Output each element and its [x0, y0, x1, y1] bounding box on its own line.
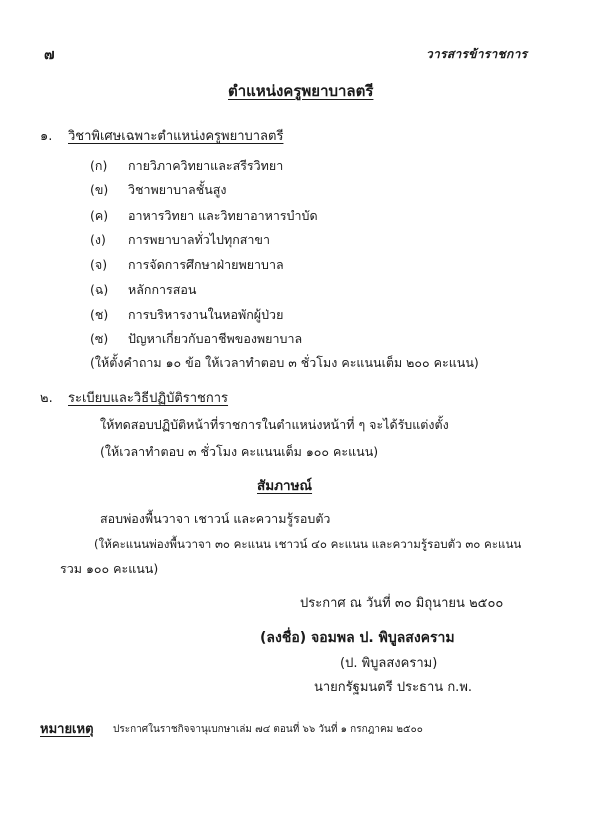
list-item-label: (ซ)	[90, 331, 109, 346]
list-item-text: การจัดการศึกษาฝ่ายพยาบาล	[128, 257, 284, 272]
list-item-label: (ข)	[90, 182, 109, 197]
list-item	[90, 333, 302, 346]
remark-label: หมายเหตุ	[40, 722, 94, 737]
list-item-text: การพยาบาลทั่วไปทุกสาขา	[128, 232, 270, 247]
section1-number: ๑.	[40, 129, 53, 144]
interview-line2: (ให้คะแนนพ่องพื้นวาจา ๓๐ คะแนน เชาวน์ ๔๐ คะแนน และความรู้รอบตัว ๓๐ คะแนน	[94, 537, 522, 551]
list-item	[90, 234, 270, 247]
signer-name: (ป. พิบูลสงคราม)	[340, 656, 438, 671]
list-item-text: ปัญหาเกี่ยวกับอาชีพของพยาบาล	[128, 331, 303, 346]
list-item	[90, 160, 283, 173]
section2-number: ๒.	[40, 391, 53, 406]
section2-heading: ระเบียบและวิธีปฏิบัติราชการ	[68, 391, 229, 406]
list-item-label: (ก)	[90, 158, 108, 173]
section1-heading: วิชาพิเศษเฉพาะตำแหน่งครูพยาบาลตรี	[68, 129, 284, 144]
list-item-label: (ค)	[90, 208, 109, 223]
interview-line1: สอบพ่องพื้นวาจา เชาวน์ และความรู้รอบตัว	[100, 511, 331, 526]
list-item-label: (จ)	[90, 257, 108, 272]
remark-text: ประกาศในราชกิจจานุเบกษาเล่ม ๗๔ ตอนที่ ๖๖ วันที่ ๑ กรกฎาคม ๒๕๐๐	[113, 724, 423, 735]
signed-by: (ลงชื่อ) จอมพล ป. พิบูลสงคราม	[260, 630, 455, 646]
section2-line1: ให้ทดสอบปฏิบัติหน้าที่ราชการในตำแหน่งหน้าที่ ๆ จะได้รับแต่งตั้ง	[100, 417, 449, 432]
announcement-date: ประกาศ ณ วันที่ ๓๐ มิถุนายน ๒๕๐๐	[300, 596, 504, 611]
list-item	[90, 309, 283, 322]
list-item-label: (ง)	[90, 232, 106, 247]
signer-position: นายกรัฐมนตรี ประธาน ก.พ.	[314, 680, 473, 695]
interview-line3: รวม ๑๐๐ คะแนน)	[60, 561, 159, 576]
list-item-text: การบริหารงานในหอพักผู้ป่วย	[128, 307, 284, 322]
list-item	[90, 259, 284, 272]
list-item-label: (ช)	[90, 307, 109, 322]
list-item	[90, 210, 318, 223]
section1-note: (ให้ตั้งคำถาม ๑๐ ข้อ ให้เวลาทำตอบ ๓ ชั่วโมง คะแนนเต็ม ๒๐๐ คะแนน)	[90, 355, 479, 370]
list-item-text: หลักการสอน	[128, 282, 197, 297]
page-number: ๗	[44, 47, 55, 63]
journal-title: วารสารข้าราชการ	[426, 47, 528, 61]
list-item-text: วิชาพยาบาลชั้นสูง	[128, 182, 227, 197]
list-item	[90, 284, 196, 297]
interview-title: สัมภาษณ์	[257, 478, 313, 494]
section2-line2: (ให้เวลาทำตอบ ๓ ชั่วโมง คะแนนเต็ม ๑๐๐ คะแนน)	[100, 444, 379, 459]
list-item-text: กายวิภาควิทยาและสรีรวิทยา	[128, 158, 284, 173]
page-title: ตำแหน่งครูพยาบาลตรี	[228, 82, 374, 100]
list-item	[90, 184, 226, 197]
list-item-text: อาหารวิทยา และวิทยาอาหารบำบัด	[128, 208, 318, 223]
list-item-label: (ฉ)	[90, 282, 109, 297]
